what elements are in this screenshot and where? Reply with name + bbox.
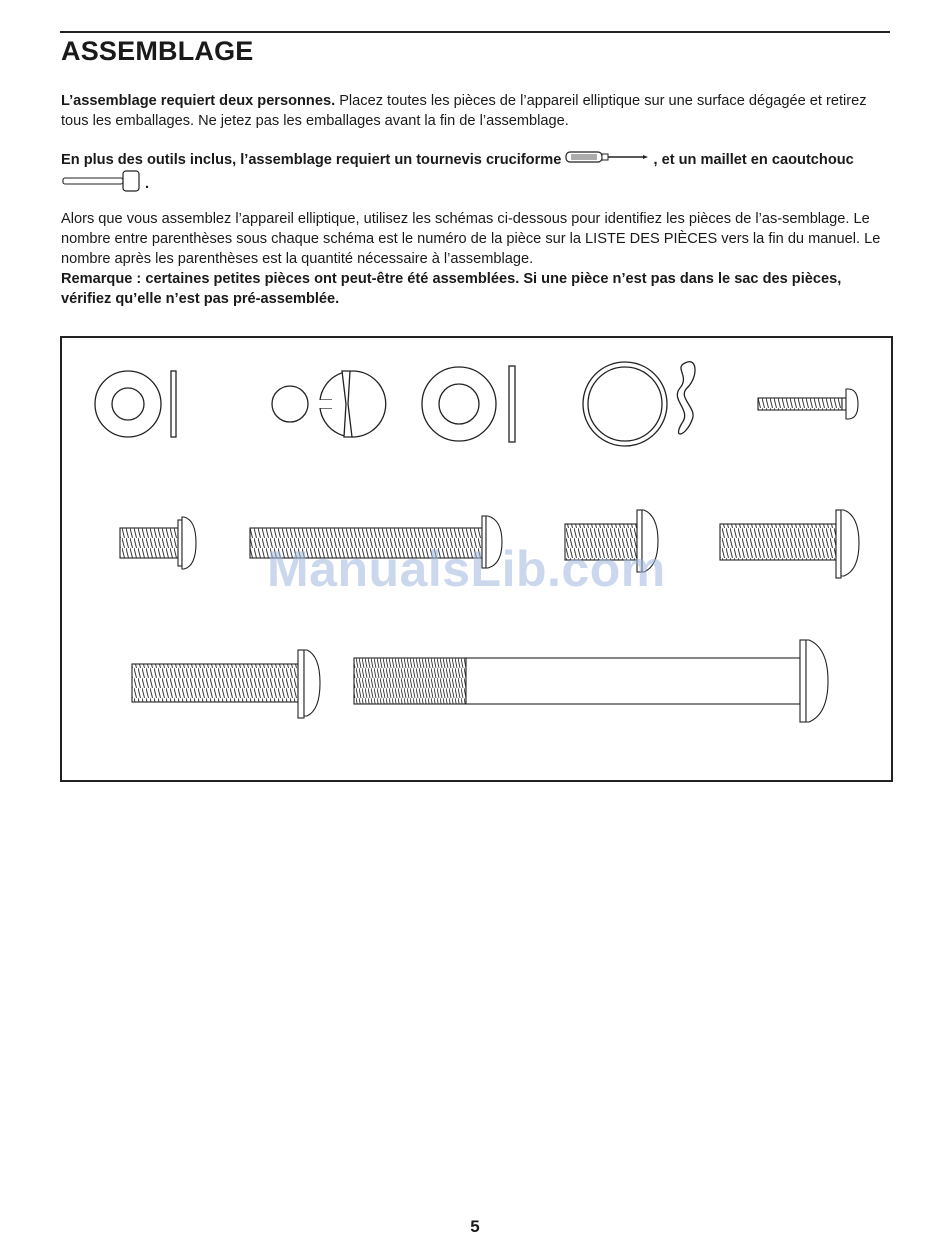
intro-p1-text: Placez toutes les pièces de l’appareil elliptique sur une surface dégagée et retirez tous les emballages. Ne jetez pas les emballages avant la fin de l’assemblage.	[61, 93, 867, 129]
medium-bolt-2-icon	[720, 510, 859, 578]
rubber-mallet-icon	[61, 170, 141, 198]
small-screw-icon	[758, 389, 858, 419]
intro-p1-bold: L’assemblage requiert deux personnes.	[61, 93, 336, 109]
page-title: ASSEMBLAGE	[61, 36, 254, 66]
instructions-text: Alors que vous assemblez l’appareil elliptique, utilisez les schémas ci-dessous pour identifiez les pièces de l’as-semblage. Le nombre entre parenthèses sous chaque schéma est le numéro de la pièce sur la LISTE DES PIÈCES vers la fin du manuel. Le nombre après les parenthèses est la quantité nécessaire à l’assemblage.	[61, 211, 881, 267]
ring-with-clip-icon	[583, 362, 695, 446]
intro-paragraph-1	[61, 91, 891, 131]
watermark: ManualsLib.com	[267, 541, 666, 597]
tools-text-c: .	[141, 176, 150, 192]
tools-text-a: En plus des outils inclus, l’assemblage requiert un tournevis cruciforme	[61, 152, 566, 168]
tools-text-b: , et un maillet en caoutchouc	[649, 152, 854, 168]
large-washer-icon	[422, 366, 515, 442]
flat-washer-icon	[95, 371, 176, 437]
header-rule	[60, 31, 890, 33]
tools-paragraph	[61, 150, 891, 198]
extra-long-bolt-icon	[354, 640, 828, 722]
instructions-paragraph	[61, 209, 891, 309]
phillips-screwdriver-icon	[565, 150, 649, 170]
long-bolt-2-icon	[132, 650, 320, 718]
split-washer-icon	[272, 371, 386, 437]
short-bolt-icon	[120, 517, 196, 569]
page-number: 5	[470, 1217, 480, 1236]
remark-text: Remarque : certaines petites pièces ont peut-être été assemblées. Si une pièce n’est pas dans le sac des pièces, vérifiez qu’elle n’est pas pré-assemblée.	[61, 271, 842, 307]
